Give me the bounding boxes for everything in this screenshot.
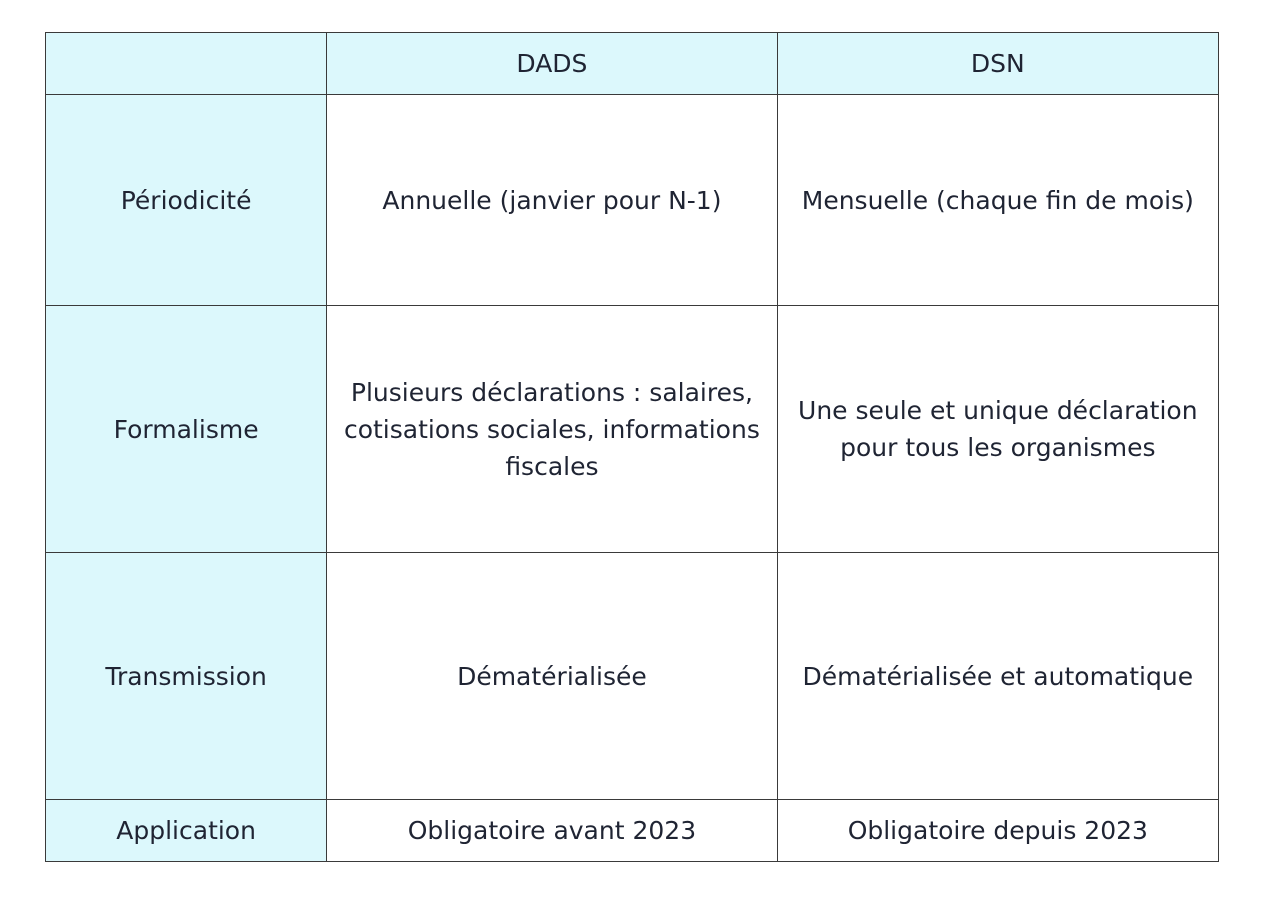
cell-dads-application: Obligatoire avant 2023 xyxy=(327,800,777,862)
table-row xyxy=(46,553,1219,800)
cell-dsn-application: Obligatoire depuis 2023 xyxy=(777,800,1218,862)
header-dsn: DSN xyxy=(777,33,1218,95)
row-label-periodicite: Périodicité xyxy=(46,95,327,306)
cell-dsn-transmission: Dématérialisée et automatique xyxy=(777,553,1218,800)
header-dads: DADS xyxy=(327,33,777,95)
cell-dads-formalisme: Plusieurs déclarations : salaires, cotisations sociales, informations fiscales xyxy=(327,306,777,553)
cell-dsn-periodicite: Mensuelle (chaque fin de mois) xyxy=(777,95,1218,306)
table-row xyxy=(46,800,1219,862)
corner-cell xyxy=(46,33,327,95)
table-row xyxy=(46,95,1219,306)
cell-dads-transmission: Dématérialisée xyxy=(327,553,777,800)
table-row xyxy=(46,306,1219,553)
comparison-table xyxy=(45,32,1219,862)
cell-dads-periodicite: Annuelle (janvier pour N-1) xyxy=(327,95,777,306)
row-label-application: Application xyxy=(46,800,327,862)
table-header-row xyxy=(46,33,1219,95)
cell-dsn-formalisme: Une seule et unique déclaration pour tous les organismes xyxy=(777,306,1218,553)
row-label-transmission: Transmission xyxy=(46,553,327,800)
row-label-formalisme: Formalisme xyxy=(46,306,327,553)
